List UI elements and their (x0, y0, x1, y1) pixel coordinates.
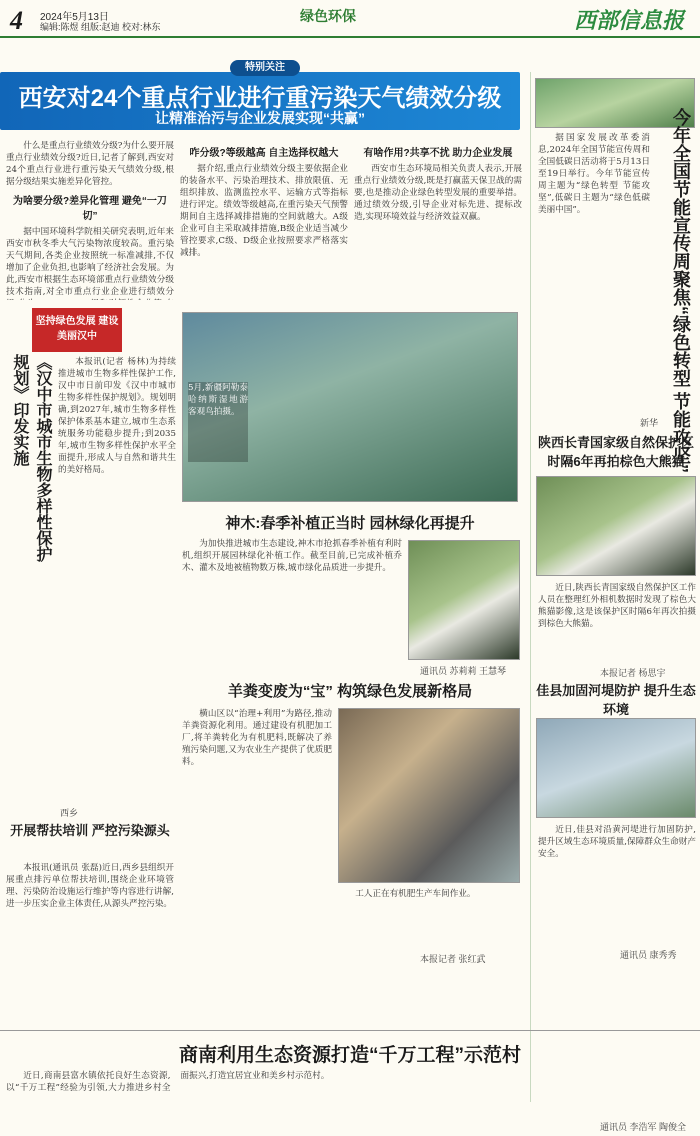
jiaxian-title: 佳县加固河堤防护 提升生态环境 (536, 683, 696, 717)
panda-title: 陕西长青国家级自然保护区时隔6年再拍棕色大熊猫 (537, 435, 694, 469)
xixiang-body (6, 862, 174, 1022)
lead-subheadline: 让精准治污与企业发展实现“共赢” (155, 110, 365, 126)
section-title: 绿色环保 (300, 8, 356, 24)
lead-column-1 (6, 140, 174, 300)
panda-text: 近日,陕西长青国家级自然保护区工作人员在整理红外相机数据时发现了棕色大熊猫影像,这是该保护区时隔6年再次拍摄到棕色大熊猫。 (538, 583, 696, 629)
jiaxian-byline: 通讯员 康秀秀 (620, 950, 677, 960)
lead-headline: 西安对24个重点行业进行重污染天气绩效分级 (18, 85, 502, 112)
sidebar-body (538, 132, 650, 412)
issue-date: 2024年5月13日 (40, 12, 109, 23)
shangnan-headline: 商南利用生态资源打造“千万工程”示范村 (178, 1045, 521, 1066)
xixiang-title: 开展帮扶培训 严控污染源头 (10, 823, 170, 838)
machine-photo (338, 708, 520, 883)
manure-byline: 本报记者 张红武 (420, 954, 486, 964)
special-focus-badge: 特别关注 (230, 60, 300, 76)
shangnan-text: 近日,商南县富水镇依托良好生态资源,以“千万工程”经验为引领,大力推进乡村全面振兴,打造宜居宜业和美乡村示范村。 (6, 1071, 330, 1093)
lead-subhead-3: 有啥作用?共享不扰 助力企业发展 (363, 148, 513, 159)
manure-caption: 工人正在有机肥生产车间作业。 (355, 889, 476, 899)
jiaxian-body (538, 824, 696, 944)
bottom-rule (0, 1030, 700, 1031)
manure-title: 羊粪变废为“宝” 构筑绿色发展新格局 (227, 683, 473, 700)
shangnan-body (6, 1070, 694, 1126)
shenmu-byline: 通讯员 苏莉莉 王慧琴 (420, 666, 507, 676)
shenmu-text: 为加快推进城市生态建设,神木市抢抓春季补植有利时机,组织开展园林绿化补植工作。截至目前,已完成补植乔木、灌木及地被植物数万株,城市绿化品质进一步提升。 (182, 539, 402, 573)
panda-body (538, 582, 696, 662)
shangnan-byline: 通讯员 李浩军 陶俊全 (600, 1122, 687, 1132)
masthead-rule (0, 36, 700, 38)
hanzhong-body (58, 356, 176, 816)
paper-logo: 西部信息报 (574, 8, 685, 33)
lead-subhead-1: 为啥要分级?差异化管理 避免“一刀切” (13, 196, 167, 222)
shenmu-title: 神木:春季补植正当时 园林绿化再提升 (225, 515, 475, 532)
hanzhong-text: 本报讯(记者 杨林)为持续推进城市生物多样性保护工作,汉中市日前印发《汉中市城市生物多样性保护规划》。规划明确,到2027年,城市生物多样性保护体系基本建立,城市生态系统服务功能稳步提升;到2035年,城市生物多样性保护水平全面提升,形成人与自然和谐共生的美好格局。 (58, 357, 176, 475)
xixiang-text: 本报讯(通讯员 张磊)近日,西乡县组织开展重点排污单位帮扶培训,围绕企业环境管理、污染防治设施运行维护等内容进行讲解,进一步压实企业主体责任,从源头严控污染。 (6, 863, 174, 909)
sidebar-byline: 新华 (640, 418, 659, 428)
xixiang-kicker: 西乡 (60, 808, 79, 818)
page-number: 4 (10, 6, 23, 35)
manure-text: 横山区以“治理+利用”为路径,推动羊粪资源化利用。通过建设有机肥加工厂,将羊粪转化为有机肥料,既解决了养殖污染问题,又为农业生产提供了优质肥料。 (182, 709, 332, 767)
panda-byline: 本报记者 杨思宇 (600, 668, 666, 678)
lead-column-3 (354, 140, 522, 300)
lead-text-3: 西安市生态环境局相关负责人表示,开展重点行业绩效分级,既是打赢蓝天保卫战的需要,也是推动企业绿色转型发展的重要举措。通过绩效分级,引导企业对标先进、提标改造,实现环境效益与经济效益双赢。 (354, 164, 522, 222)
hanzhong-vertical-title: 《汉中市城市生物多样性保护规划》印发实施 (11, 354, 51, 562)
manure-body (182, 708, 332, 1008)
panda-photo (408, 540, 520, 660)
lead-intro: 什么是重点行业绩效分级?为什么要开展重点行业绩效分级?近日,记者了解到,西安对24个重点行业进行重污染天气绩效分级,根据分级结果实施差异化管控。 (6, 141, 174, 187)
lead-subhead-2: 咋分级?等级越高 自主选择权越大 (189, 148, 339, 159)
sidebar-text: 据国家发展改革委消息,2024年全国节能宣传周和全国低碳日活动将于5月13日至19日举行。今年节能宣传周主题为“绿色转型 节能攻坚”,低碳日主题为“绿色低碳 美丽中国”。 (538, 133, 650, 215)
jiaxian-text: 近日,佳县对沿黄河堤进行加固防护,提升区域生态环境质量,保障群众生命财产安全。 (538, 825, 696, 859)
masthead (0, 0, 700, 60)
editor-credits: 编辑:陈煜 组版:赵迪 校对:林东 (40, 22, 161, 32)
lead-text-2: 据介绍,重点行业绩效分级主要依据企业的装备水平、污染治理技术、排放限值、无组织排放、监测监控水平、运输方式等指标进行评定。绩效等级越高,在重污染天气预警期间自主选择减排措施的空间就越大。A级企业可自主采取减排措施,B级企业适当减少管控要求,C级、D级企业按照要求严格落实减排。 (180, 164, 348, 258)
brown-panda-photo (536, 476, 696, 576)
lead-text-1: 据中国环境科学院相关研究表明,近年来西安市秋冬季大气污染物浓度较高。重污染天气期间,各类企业按照统一标准减排,不仅增加了企业负担,也影响了经济社会发展。为此,西安市根据生态环境部重点行业绩效分级技术指南,对全市重点行业企业进行绩效分 (6, 227, 174, 297)
jiaxian-photo (536, 718, 696, 818)
sidebar-title: 今年全国节能宣传周聚焦“绿色转型 节能攻坚” (671, 108, 691, 474)
wetland-photo-caption: 5月,新疆阿勒泰哈纳斯湿地游客观鸟拍摄。 (188, 382, 248, 462)
shenmu-body (182, 538, 402, 658)
lead-column-2 (180, 140, 348, 300)
green-development-banner: 坚持绿色发展 建设美丽汉中 (32, 308, 122, 352)
